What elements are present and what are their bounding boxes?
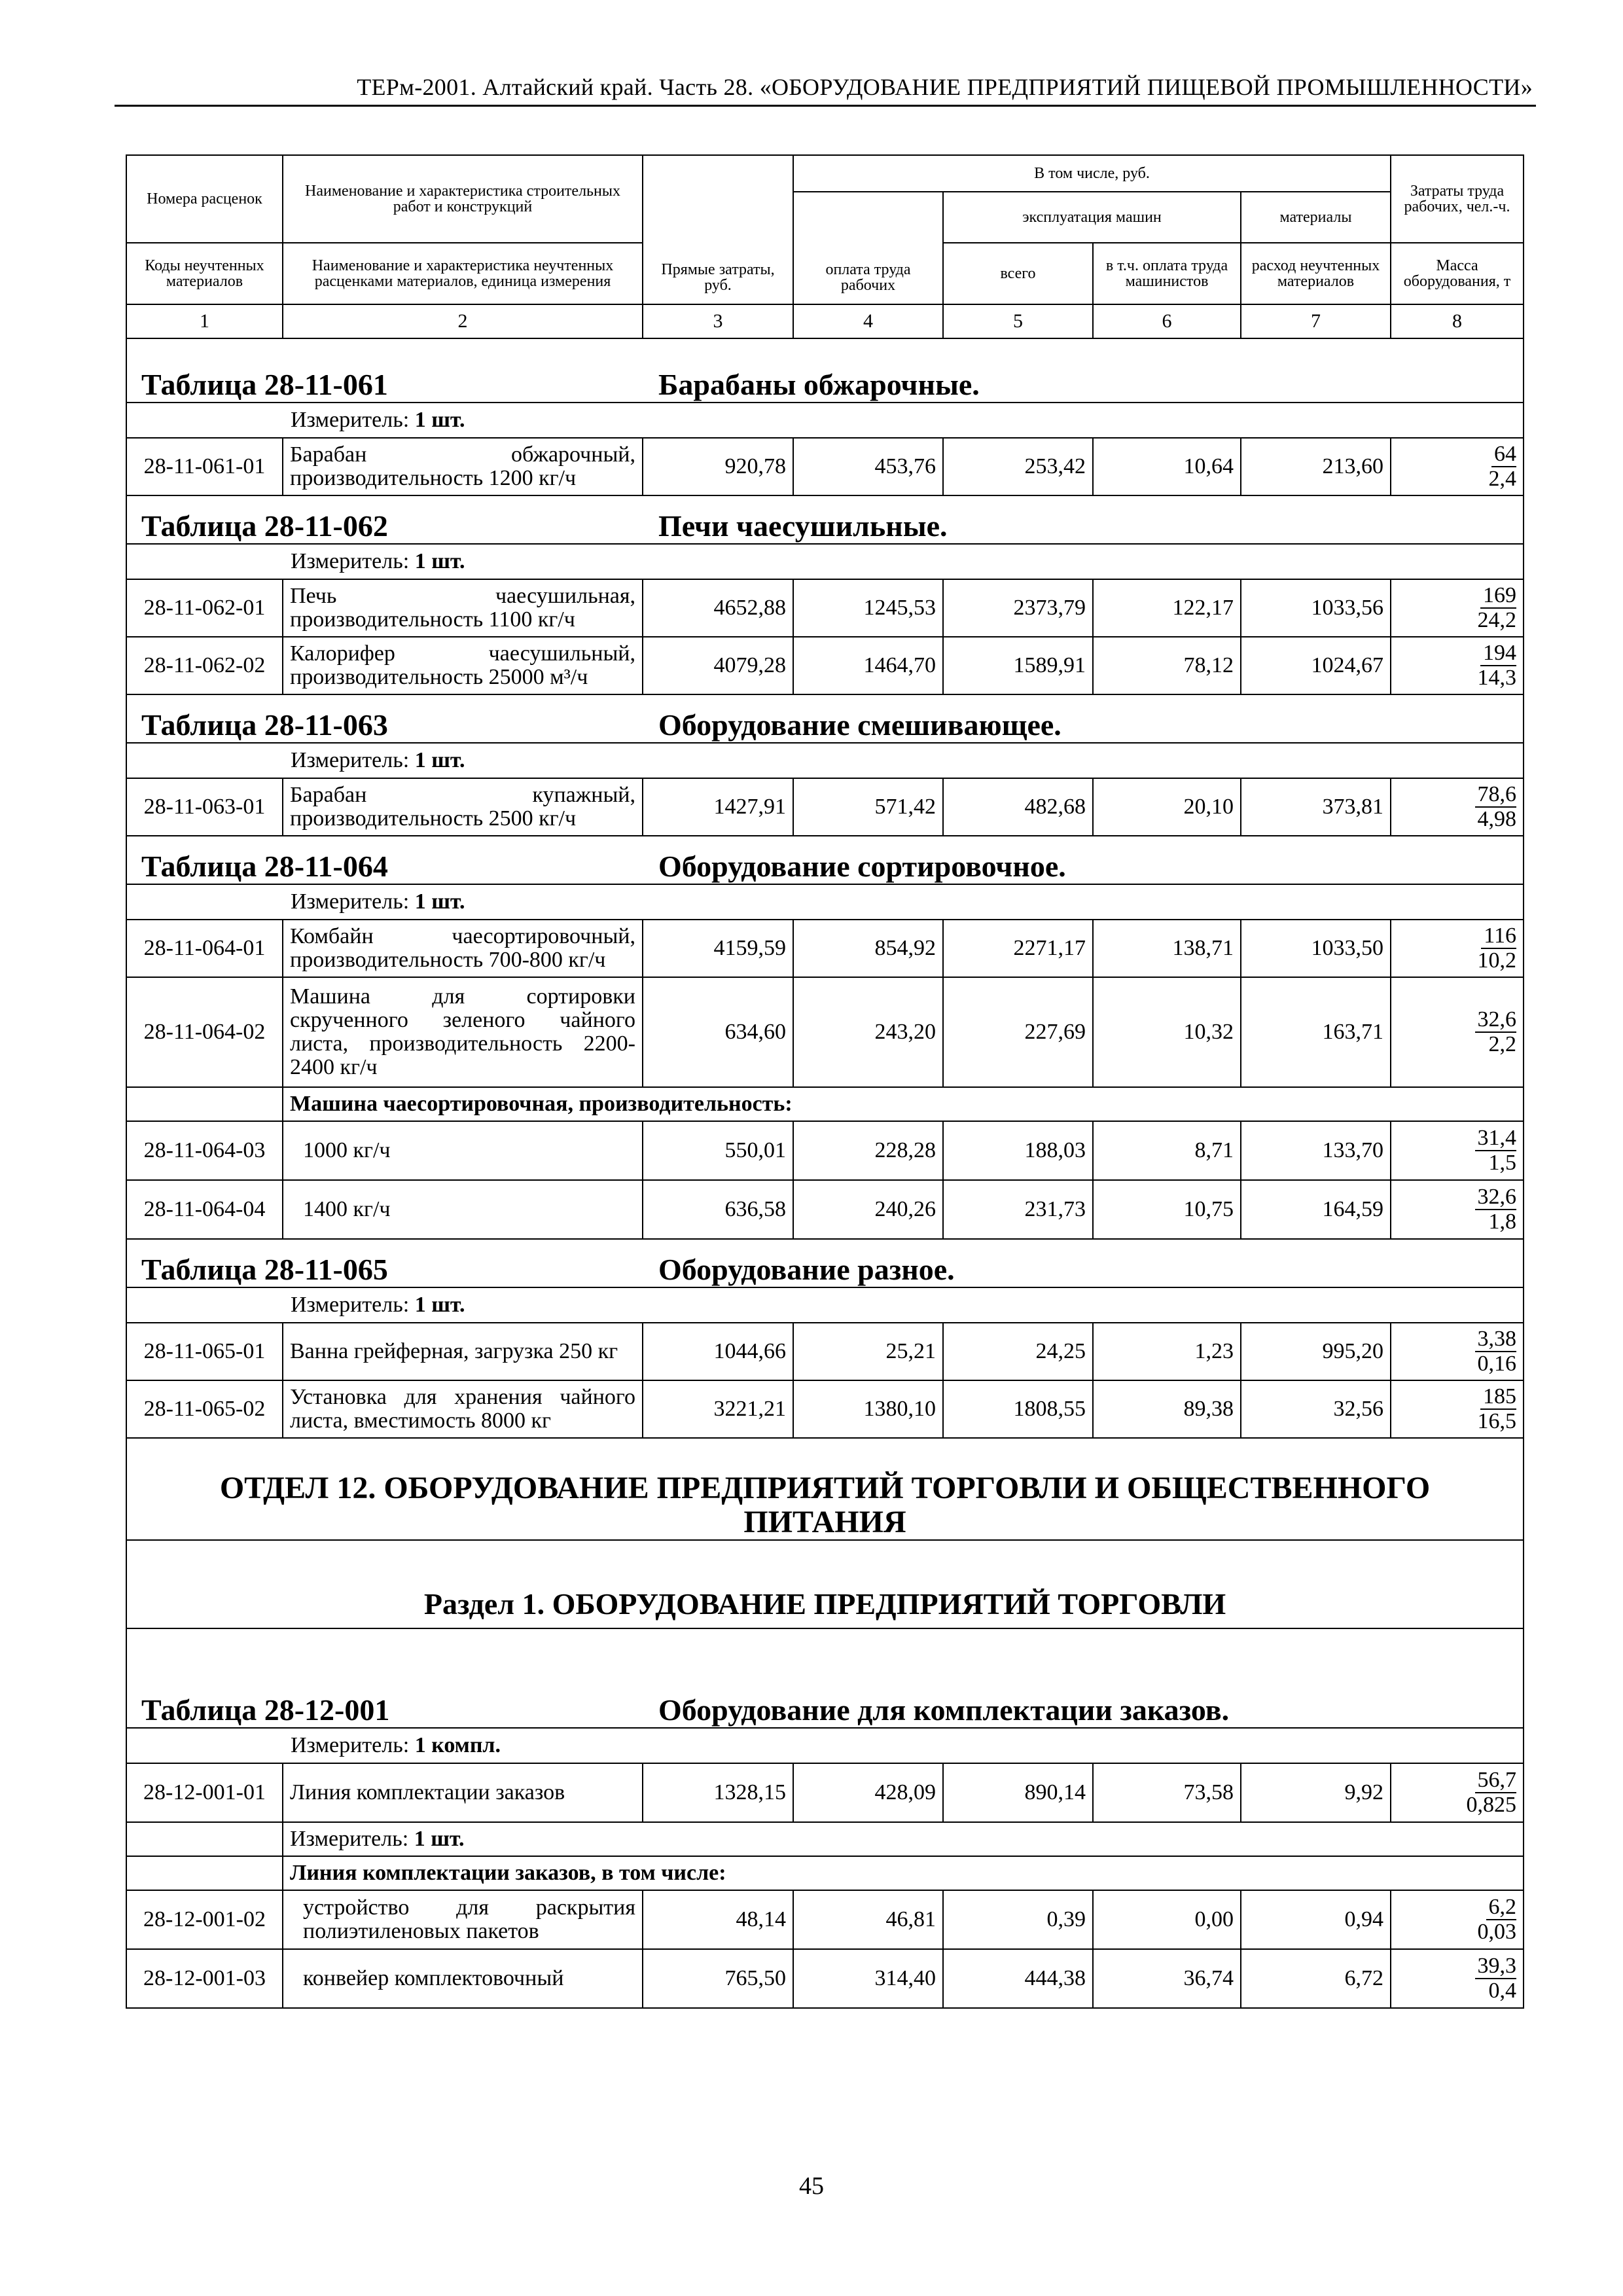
materials: 32,56	[1241, 1380, 1391, 1438]
materials: 213,60	[1241, 438, 1391, 495]
measure-prefix: Измеритель:	[290, 1827, 409, 1851]
measure-unit: 1 шт.	[414, 1293, 465, 1317]
mass-value: 1,8	[1488, 1210, 1516, 1234]
rate-code: 28-11-065-02	[126, 1380, 283, 1438]
header-direct-costs: Прямые затраты, руб.	[643, 155, 793, 304]
direct-cost: 4159,59	[643, 920, 793, 977]
labor-value: 32,6	[1475, 1008, 1517, 1033]
header-total: всего	[943, 243, 1093, 304]
direct-cost: 4079,28	[643, 637, 793, 694]
measure-line	[126, 1728, 1524, 1763]
column-number: 5	[943, 304, 1093, 338]
subgroup-heading: Машина чаесортировочная, производительность:	[283, 1087, 1524, 1121]
labor-mass	[1391, 438, 1524, 495]
header-material-use: расход неучтенных материалов	[1241, 243, 1391, 304]
labor-mass	[1391, 778, 1524, 836]
measure-unit: 1 компл.	[414, 1733, 501, 1757]
rate-code: 28-12-001-02	[126, 1890, 283, 1949]
labor-value: 39,3	[1475, 1954, 1517, 1979]
labor-mass	[1391, 1949, 1524, 2008]
column-number: 2	[283, 304, 643, 338]
table-row	[126, 1323, 1524, 1380]
header-equipment-mass: Масса оборудования, т	[1391, 243, 1524, 304]
subsection-title: Раздел 1. ОБОРУДОВАНИЕ ПРЕДПРИЯТИЙ ТОРГОВЛИ	[126, 1540, 1524, 1628]
mass-value: 2,2	[1488, 1032, 1516, 1056]
rate-name: Ванна грейферная, загрузка 250 кг	[283, 1323, 643, 1380]
labor-value: 32,6	[1475, 1185, 1517, 1210]
measure-prefix: Измеритель:	[291, 1293, 410, 1317]
mass-value: 24,2	[1477, 608, 1516, 632]
column-number: 6	[1093, 304, 1241, 338]
labor-value: 3,38	[1475, 1327, 1517, 1352]
subgroup-heading: Линия комплектации заказов, в том числе:	[283, 1856, 1524, 1890]
measure-row	[126, 1822, 1524, 1856]
machine-total: 2373,79	[943, 579, 1093, 637]
labor-mass	[1391, 1121, 1524, 1180]
rate-name: Печь чаесушильная, производительность 1100 кг/ч	[283, 579, 643, 637]
worker-pay: 240,26	[793, 1180, 943, 1239]
rate-code: 28-11-064-03	[126, 1121, 283, 1180]
column-number: 1	[126, 304, 283, 338]
operator-pay: 0,00	[1093, 1890, 1241, 1949]
subgroup-spacer	[126, 1087, 283, 1121]
operator-pay: 73,58	[1093, 1763, 1241, 1822]
subgroup-row	[126, 1856, 1524, 1890]
labor-value: 64	[1491, 442, 1516, 467]
materials: 164,59	[1241, 1180, 1391, 1239]
mass-value: 16,5	[1477, 1409, 1516, 1433]
direct-cost: 1427,91	[643, 778, 793, 836]
labor-value: 169	[1480, 584, 1516, 609]
rate-code: 28-11-063-01	[126, 778, 283, 836]
table-heading	[126, 1628, 1524, 1728]
table-title: Барабаны обжарочные.	[658, 368, 980, 401]
subgroup-spacer	[126, 1856, 283, 1890]
worker-pay: 1464,70	[793, 637, 943, 694]
table-row	[126, 1121, 1524, 1180]
column-number: 3	[643, 304, 793, 338]
materials: 0,94	[1241, 1890, 1391, 1949]
measure-line	[283, 1822, 1524, 1856]
header-worker-pay: оплата труда рабочих	[793, 192, 943, 304]
measure-unit: 1 шт.	[414, 1827, 465, 1851]
labor-mass	[1391, 1380, 1524, 1438]
table-row	[126, 637, 1524, 694]
column-number: 4	[793, 304, 943, 338]
operator-pay: 138,71	[1093, 920, 1241, 977]
worker-pay: 228,28	[793, 1121, 943, 1180]
mass-value: 14,3	[1477, 666, 1516, 690]
direct-cost: 765,50	[643, 1949, 793, 2008]
header-machine-operation: эксплуатация машин	[943, 192, 1241, 243]
table-number: 28-11-063	[264, 708, 388, 742]
rate-code: 28-11-065-01	[126, 1323, 283, 1380]
header-operator-pay: в т.ч. оплата труда машинистов	[1093, 243, 1241, 304]
table-prefix: Таблица	[141, 850, 257, 883]
worker-pay: 571,42	[793, 778, 943, 836]
measure-line	[126, 1287, 1524, 1323]
worker-pay: 25,21	[793, 1323, 943, 1380]
worker-pay: 314,40	[793, 1949, 943, 2008]
mass-value: 0,03	[1477, 1920, 1516, 1944]
labor-mass	[1391, 1890, 1524, 1949]
direct-cost: 1044,66	[643, 1323, 793, 1380]
table-row	[126, 438, 1524, 495]
table-heading	[126, 338, 1524, 403]
running-header: ТЕРм-2001. Алтайский край. Часть 28. «ОБОРУДОВАНИЕ ПРЕДПРИЯТИЙ ПИЩЕВОЙ ПРОМЫШЛЕННОСТИ»	[357, 74, 1533, 100]
measure-prefix: Измеритель:	[291, 549, 410, 573]
table-row	[126, 1949, 1524, 2008]
labor-mass	[1391, 579, 1524, 637]
measure-prefix: Измеритель:	[291, 1733, 410, 1757]
subgroup-spacer	[126, 1822, 283, 1856]
machine-total: 227,69	[943, 977, 1093, 1087]
table-row	[126, 977, 1524, 1087]
table-heading	[126, 694, 1524, 743]
materials: 373,81	[1241, 778, 1391, 836]
table-number: 28-11-061	[264, 368, 388, 401]
direct-cost: 1328,15	[643, 1763, 793, 1822]
table-row	[126, 1763, 1524, 1822]
table-row	[126, 1180, 1524, 1239]
measure-unit: 1 шт.	[414, 549, 465, 573]
table-row	[126, 1380, 1524, 1438]
table-number: 28-11-062	[264, 509, 388, 543]
operator-pay: 122,17	[1093, 579, 1241, 637]
table-row	[126, 778, 1524, 836]
worker-pay: 854,92	[793, 920, 943, 977]
materials: 6,72	[1241, 1949, 1391, 2008]
measure-line	[126, 544, 1524, 579]
mass-value: 2,4	[1488, 467, 1516, 491]
measure-unit: 1 шт.	[414, 889, 465, 914]
labor-mass	[1391, 637, 1524, 694]
mass-value: 10,2	[1477, 948, 1516, 973]
rate-code: 28-11-062-02	[126, 637, 283, 694]
header-in-total: В том числе, руб.	[793, 155, 1391, 192]
worker-pay: 1380,10	[793, 1380, 943, 1438]
header-materials: материалы	[1241, 192, 1391, 243]
rate-code: 28-12-001-01	[126, 1763, 283, 1822]
materials: 133,70	[1241, 1121, 1391, 1180]
machine-total: 2271,17	[943, 920, 1093, 977]
measure-prefix: Измеритель:	[291, 889, 410, 914]
rate-code: 28-12-001-03	[126, 1949, 283, 2008]
table-row	[126, 920, 1524, 977]
materials: 1033,56	[1241, 579, 1391, 637]
table-prefix: Таблица	[141, 1253, 257, 1286]
mass-value: 0,825	[1466, 1793, 1516, 1817]
operator-pay: 10,32	[1093, 977, 1241, 1087]
materials: 163,71	[1241, 977, 1391, 1087]
labor-value: 6,2	[1486, 1895, 1517, 1920]
subgroup-row	[126, 1087, 1524, 1121]
section-title: ОТДЕЛ 12. ОБОРУДОВАНИЕ ПРЕДПРИЯТИЙ ТОРГОВЛИ И ОБЩЕСТВЕННОГО ПИТАНИЯ	[126, 1438, 1524, 1540]
header-rate-number: Номера расценок	[126, 155, 283, 243]
table-number: 28-11-065	[264, 1253, 388, 1286]
labor-value: 78,6	[1475, 783, 1517, 808]
materials: 995,20	[1241, 1323, 1391, 1380]
labor-value: 56,7	[1475, 1768, 1517, 1793]
labor-mass	[1391, 1323, 1524, 1380]
measure-unit: 1 шт.	[414, 748, 465, 772]
rates-table	[126, 154, 1524, 2009]
table-prefix: Таблица	[141, 1693, 257, 1727]
table-title: Оборудование для комплектации заказов.	[658, 1693, 1230, 1727]
direct-cost: 636,58	[643, 1180, 793, 1239]
table-heading	[126, 836, 1524, 884]
operator-pay: 8,71	[1093, 1121, 1241, 1180]
rate-name: Калорифер чаесушильный, производительность 25000 м³/ч	[283, 637, 643, 694]
machine-total: 1589,91	[943, 637, 1093, 694]
header-rule	[115, 105, 1536, 107]
rate-name: Установка для хранения чайного листа, вместимость 8000 кг	[283, 1380, 643, 1438]
table-prefix: Таблица	[141, 708, 257, 742]
rate-name: 1000 кг/ч	[283, 1121, 643, 1180]
worker-pay: 46,81	[793, 1890, 943, 1949]
machine-total: 253,42	[943, 438, 1093, 495]
operator-pay: 1,23	[1093, 1323, 1241, 1380]
direct-cost: 48,14	[643, 1890, 793, 1949]
direct-cost: 550,01	[643, 1121, 793, 1180]
materials: 1033,50	[1241, 920, 1391, 977]
column-numbers-row	[126, 304, 1524, 338]
labor-value: 185	[1480, 1385, 1516, 1410]
header-labor: Затраты труда рабочих, чел.-ч.	[1391, 155, 1524, 243]
column-number: 8	[1391, 304, 1524, 338]
rate-name: устройство для раскрытия полиэтиленовых пакетов	[283, 1890, 643, 1949]
header-material-names: Наименование и характеристика неучтенных расценками материалов, единица измерения	[283, 243, 643, 304]
column-number: 7	[1241, 304, 1391, 338]
machine-total: 231,73	[943, 1180, 1093, 1239]
table-number: 28-12-001	[264, 1693, 390, 1727]
machine-total: 24,25	[943, 1323, 1093, 1380]
rate-code: 28-11-064-02	[126, 977, 283, 1087]
measure-line	[126, 884, 1524, 920]
machine-total: 482,68	[943, 778, 1093, 836]
measure-line	[126, 743, 1524, 778]
materials: 9,92	[1241, 1763, 1391, 1822]
materials: 1024,67	[1241, 637, 1391, 694]
mass-value: 4,98	[1477, 807, 1516, 831]
table-row	[126, 579, 1524, 637]
page-number: 45	[799, 2172, 824, 2200]
table-title: Оборудование сортировочное.	[658, 850, 1066, 883]
machine-total: 0,39	[943, 1890, 1093, 1949]
direct-cost: 3221,21	[643, 1380, 793, 1438]
labor-value: 31,4	[1475, 1126, 1517, 1151]
table-prefix: Таблица	[141, 509, 257, 543]
machine-total: 188,03	[943, 1121, 1093, 1180]
labor-mass	[1391, 920, 1524, 977]
operator-pay: 10,64	[1093, 438, 1241, 495]
worker-pay: 243,20	[793, 977, 943, 1087]
operator-pay: 89,38	[1093, 1380, 1241, 1438]
table-heading	[126, 495, 1524, 544]
operator-pay: 10,75	[1093, 1180, 1241, 1239]
operator-pay: 78,12	[1093, 637, 1241, 694]
direct-cost: 4652,88	[643, 579, 793, 637]
worker-pay: 1245,53	[793, 579, 943, 637]
header-work-name: Наименование и характеристика строительных работ и конструкций	[283, 155, 643, 243]
operator-pay: 36,74	[1093, 1949, 1241, 2008]
rate-name: Барабан обжарочный, производительность 1200 кг/ч	[283, 438, 643, 495]
rate-name: Линия комплектации заказов	[283, 1763, 643, 1822]
rate-code: 28-11-064-04	[126, 1180, 283, 1239]
table-number: 28-11-064	[264, 850, 388, 883]
direct-cost: 920,78	[643, 438, 793, 495]
rate-name: конвейер комплектовочный	[283, 1949, 643, 2008]
measure-unit: 1 шт.	[414, 408, 465, 432]
mass-value: 0,16	[1477, 1352, 1516, 1376]
rate-name: Комбайн чаесортировочный, производительность 700-800 кг/ч	[283, 920, 643, 977]
rate-code: 28-11-062-01	[126, 579, 283, 637]
table-title: Печи чаесушильные.	[658, 509, 948, 543]
machine-total: 1808,55	[943, 1380, 1093, 1438]
worker-pay: 453,76	[793, 438, 943, 495]
direct-cost: 634,60	[643, 977, 793, 1087]
measure-line	[126, 403, 1524, 438]
mass-value: 0,4	[1488, 1979, 1516, 2003]
rate-name: Барабан купажный, производительность 2500 кг/ч	[283, 778, 643, 836]
measure-prefix: Измеритель:	[291, 408, 410, 432]
table-title: Оборудование разное.	[658, 1253, 955, 1286]
machine-total: 890,14	[943, 1763, 1093, 1822]
rate-code: 28-11-061-01	[126, 438, 283, 495]
labor-mass	[1391, 1763, 1524, 1822]
machine-total: 444,38	[943, 1949, 1093, 2008]
table-title: Оборудование смешивающее.	[658, 708, 1061, 742]
labor-value: 116	[1481, 924, 1516, 949]
labor-mass	[1391, 1180, 1524, 1239]
labor-value: 194	[1480, 641, 1516, 666]
labor-mass	[1391, 977, 1524, 1087]
header-material-codes: Коды неучтенных материалов	[126, 243, 283, 304]
table-row	[126, 1890, 1524, 1949]
worker-pay: 428,09	[793, 1763, 943, 1822]
table-prefix: Таблица	[141, 368, 257, 401]
operator-pay: 20,10	[1093, 778, 1241, 836]
rate-name: 1400 кг/ч	[283, 1180, 643, 1239]
table-heading	[126, 1239, 1524, 1287]
rate-code: 28-11-064-01	[126, 920, 283, 977]
rate-name: Машина для сортировки скрученного зеленого чайного листа, производительность 2200-2400 кг/ч	[283, 977, 643, 1087]
measure-prefix: Измеритель:	[291, 748, 410, 772]
mass-value: 1,5	[1488, 1151, 1516, 1175]
